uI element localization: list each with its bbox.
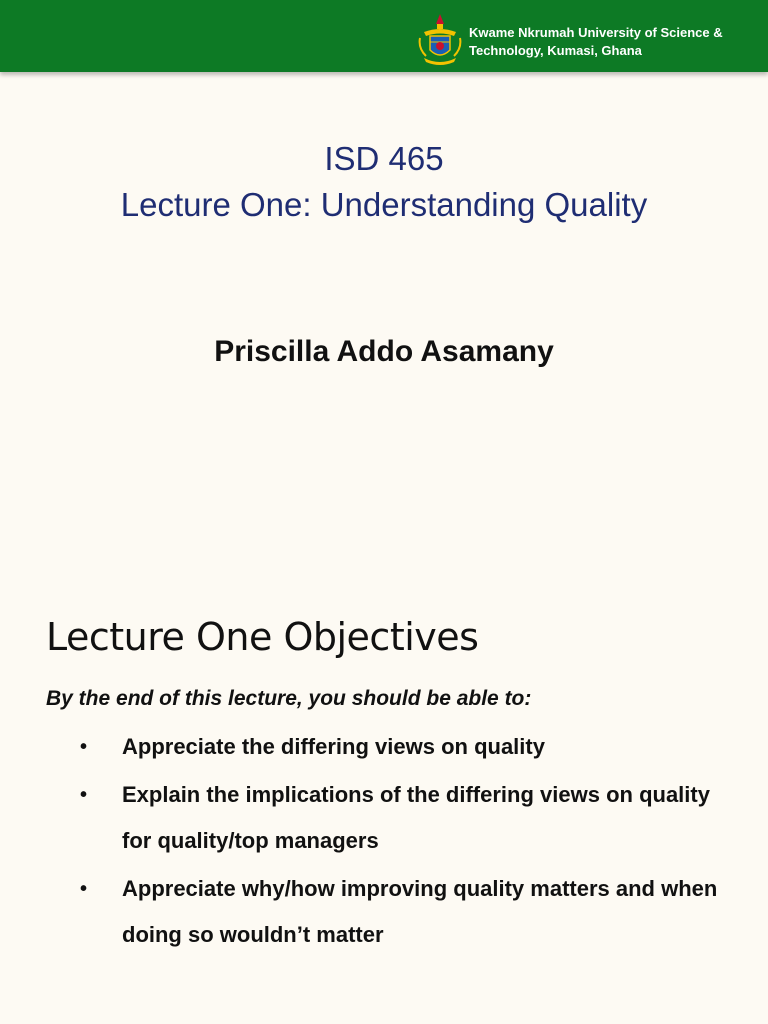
objectives-slide [0, 580, 768, 1024]
author-name: Priscilla Addo Asamany [214, 335, 554, 368]
kntust-crest-icon [418, 12, 462, 68]
bullet-icon: • [80, 736, 88, 758]
objectives-intro: By the end of this lecture, you should be able to: [46, 687, 532, 710]
objective-text: Appreciate the differing views on quality [122, 734, 545, 759]
objectives-list [80, 724, 740, 960]
course-code: ISD 465 [324, 140, 444, 177]
list-item [80, 724, 740, 770]
university-name: Kwame Nkrumah University of Science & Technology, Kumasi, Ghana [469, 25, 723, 58]
objective-text: Appreciate why/how improving quality matters and when doing so wouldn’t matter [122, 876, 718, 947]
objectives-heading: Lecture One Objectives [46, 615, 479, 659]
list-item [80, 866, 740, 958]
bullet-icon: • [80, 878, 88, 900]
lecture-title: Lecture One: Understanding Quality [120, 186, 648, 223]
slide-title [0, 136, 768, 228]
header-bar [0, 0, 768, 72]
objective-text: Explain the implications of the differing views on quality for quality/top managers [122, 782, 710, 853]
bullet-icon: • [80, 784, 88, 806]
list-item [80, 772, 740, 864]
